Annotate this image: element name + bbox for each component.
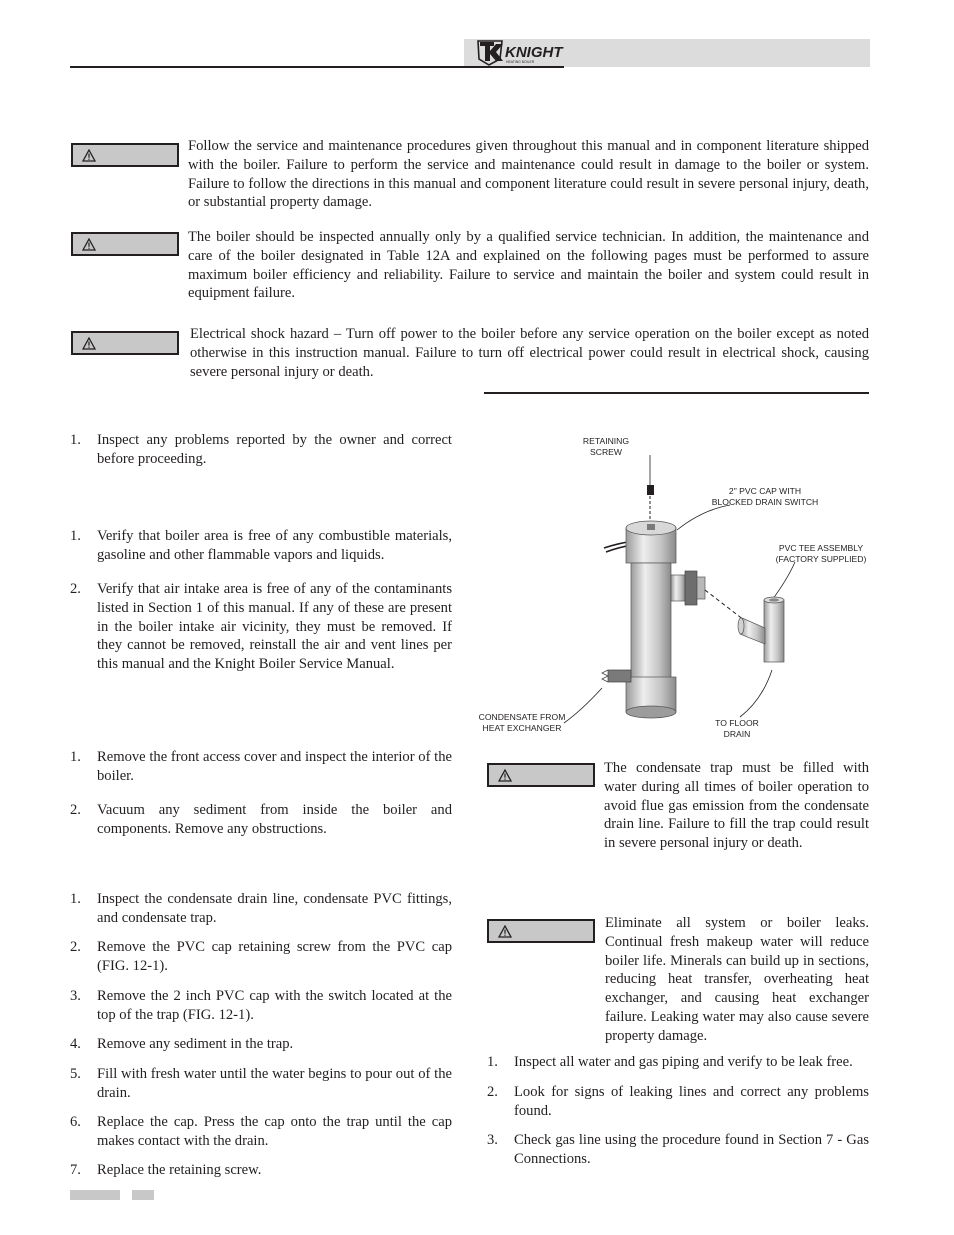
warning-triangle-icon	[498, 925, 512, 938]
list-item: 1. Verify that boiler area is free of any combustible materials, gasoline and other flammable vapors and liquids.	[70, 528, 452, 563]
list-item: 2. Look for signs of leaking lines and correct any problems found.	[487, 1084, 869, 1119]
list-item: 7. Replace the retaining screw.	[70, 1162, 262, 1178]
warning-badge	[71, 143, 179, 167]
list-item: 1. Remove the front access cover and inspect the interior of the boiler.	[70, 749, 452, 784]
list-item: 2. Remove the PVC cap retaining screw from the PVC cap (FIG. 12-1).	[70, 939, 452, 974]
warning-triangle-icon	[82, 238, 96, 251]
list-item: 4. Remove any sediment in the trap.	[70, 1036, 294, 1052]
warning-badge	[71, 331, 179, 355]
list-item: 3. Remove the 2 inch PVC cap with the switch located at the top of the trap (FIG. 12-1).	[70, 988, 452, 1023]
warning-triangle-icon	[498, 769, 512, 782]
label-condensate: CONDENSATE FROM HEAT EXCHANGER	[478, 712, 566, 733]
list-item: 6. Replace the cap. Press the cap onto the trap until the cap makes contact with the drain.	[70, 1114, 452, 1149]
warning-triangle-icon	[82, 149, 96, 162]
list-item: 2. Verify that air intake area is free of any of the contaminants listed in Section 1 of this manual. If any of these are present in the boiler intake air vicinity, they must be removed. If they cannot be removed, reinstall the air and vent lines per this manual and the Knight Boiler Service Manual.	[70, 581, 452, 673]
footer-tab	[70, 1190, 120, 1200]
warning-badge	[71, 232, 179, 256]
knight-logo	[476, 39, 586, 67]
warning-text: Follow the service and maintenance procedures given throughout this manual and in component literature shipped with the boiler. Failure to perform the service and maintenance could result in damage to the boiler or system. Failure to follow the directions in this manual and component literature could result in severe personal injury, death, or substantial property damage.	[188, 138, 869, 211]
warning-triangle-icon	[82, 337, 96, 350]
label-retaining-screw: RETAINING SCREW	[582, 436, 630, 457]
warning-text: The condensate trap must be filled with water during all times of boiler operation to avoid flue gas emission from the condensate drain line. Failure to fill the trap could result in severe personal injury or death.	[604, 760, 869, 852]
warning-badge	[487, 919, 595, 943]
list-item: 2. Vacuum any sediment from inside the boiler and components. Remove any obstructions.	[70, 802, 452, 837]
label-pvc-cap: 2" PVC CAP WITH BLOCKED DRAIN SWITCH	[711, 486, 819, 507]
list-item: 1. Inspect any problems reported by the owner and correct before proceeding.	[70, 432, 452, 467]
condensate-trap-figure	[472, 430, 872, 745]
list-item: 1. Inspect all water and gas piping and verify to be leak free.	[487, 1054, 853, 1070]
label-pvc-tee: PVC TEE ASSEMBLY (FACTORY SUPPLIED)	[775, 543, 867, 564]
label-floor-drain: TO FLOOR DRAIN	[715, 718, 759, 739]
brand-logo-text: KNIGHT	[505, 44, 563, 61]
list-item: 3. Check gas line using the procedure found in Section 7 - Gas Connections.	[487, 1132, 869, 1167]
warning-text: Eliminate all system or boiler leaks. Continual fresh makeup water will reduce boiler life. Minerals can build up in sections, reducing heat transfer, overheating heat exchanger, and causing heat exchanger failure. Leaking water may also cause severe property damage.	[605, 915, 869, 1044]
warning-badge	[487, 763, 595, 787]
warning-text: The boiler should be inspected annually only by a qualified service technician. In addition, the maintenance and care of the boiler designated in Table 12A and explained on the following pages must be performed to assure maximum boiler efficiency and reliability. Failure to service and maintain the boiler and system could result in equipment failure.	[188, 229, 869, 302]
list-item: 1. Inspect the condensate drain line, condensate PVC fittings, and condensate trap.	[70, 891, 452, 926]
condensate-trap-illustration	[472, 430, 872, 745]
footer-tab	[132, 1190, 154, 1200]
warning-text: Electrical shock hazard – Turn off power to the boiler before any service operation on the boiler except as noted otherwise in this instruction manual. Failure to turn off electrical power could result in electrical shock, causing severe personal injury or death.	[190, 326, 869, 380]
section-rule	[484, 392, 869, 394]
list-item: 5. Fill with fresh water until the water begins to pour out of the drain.	[70, 1066, 452, 1101]
brand-tagline: HEATING BOILER	[506, 60, 535, 64]
